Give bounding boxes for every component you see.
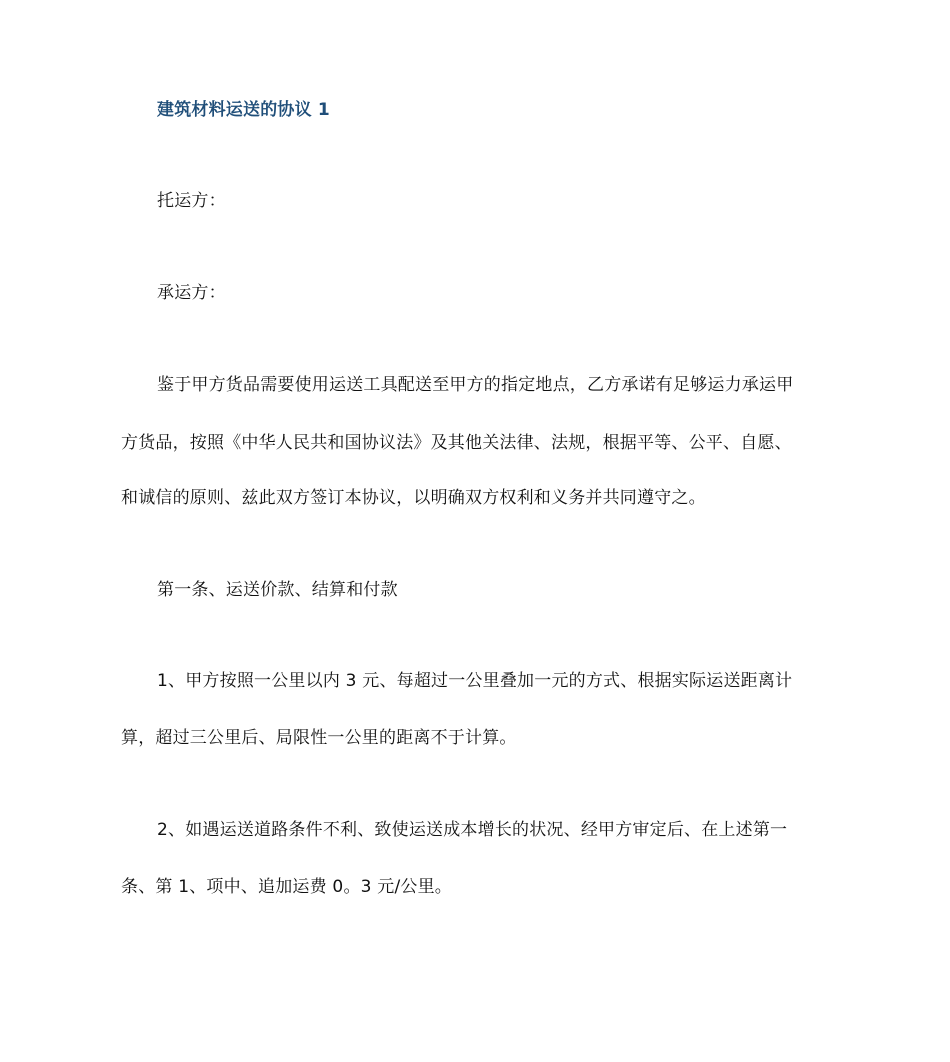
shipper-label: 托运方： bbox=[157, 191, 226, 211]
item-1-line-2: 算，超过三公里后、局限性一公里的距离不于计算。 bbox=[121, 728, 517, 748]
item-2-line-2: 条、第 1、项中、追加运费 0。3 元/公里。 bbox=[121, 877, 452, 897]
item-1-line-1: 1、甲方按照一公里以内 3 元、每超过一公里叠加一元的方式、根据实际运送距离计 bbox=[157, 671, 793, 691]
document-title: 建筑材料运送的协议 1 bbox=[157, 100, 330, 120]
preamble-line-2: 方货品，按照《中华人民共和国协议法》及其他关法律、法规，根据平等、公平、自愿、 bbox=[121, 433, 792, 453]
preamble-line-3: 和诚信的原则、兹此双方签订本协议，以明确双方权利和义务并共同遵守之。 bbox=[121, 488, 706, 508]
article-1-heading: 第一条、运送价款、结算和付款 bbox=[157, 580, 398, 600]
preamble-line-1: 鉴于甲方货品需要使用运送工具配送至甲方的指定地点，乙方承诺有足够运力承运甲 bbox=[157, 375, 794, 395]
item-2-line-1: 2、如遇运送道路条件不利、致使运送成本增长的状况、经甲方审定后、在上述第一 bbox=[157, 820, 788, 840]
carrier-label: 承运方： bbox=[157, 283, 226, 303]
